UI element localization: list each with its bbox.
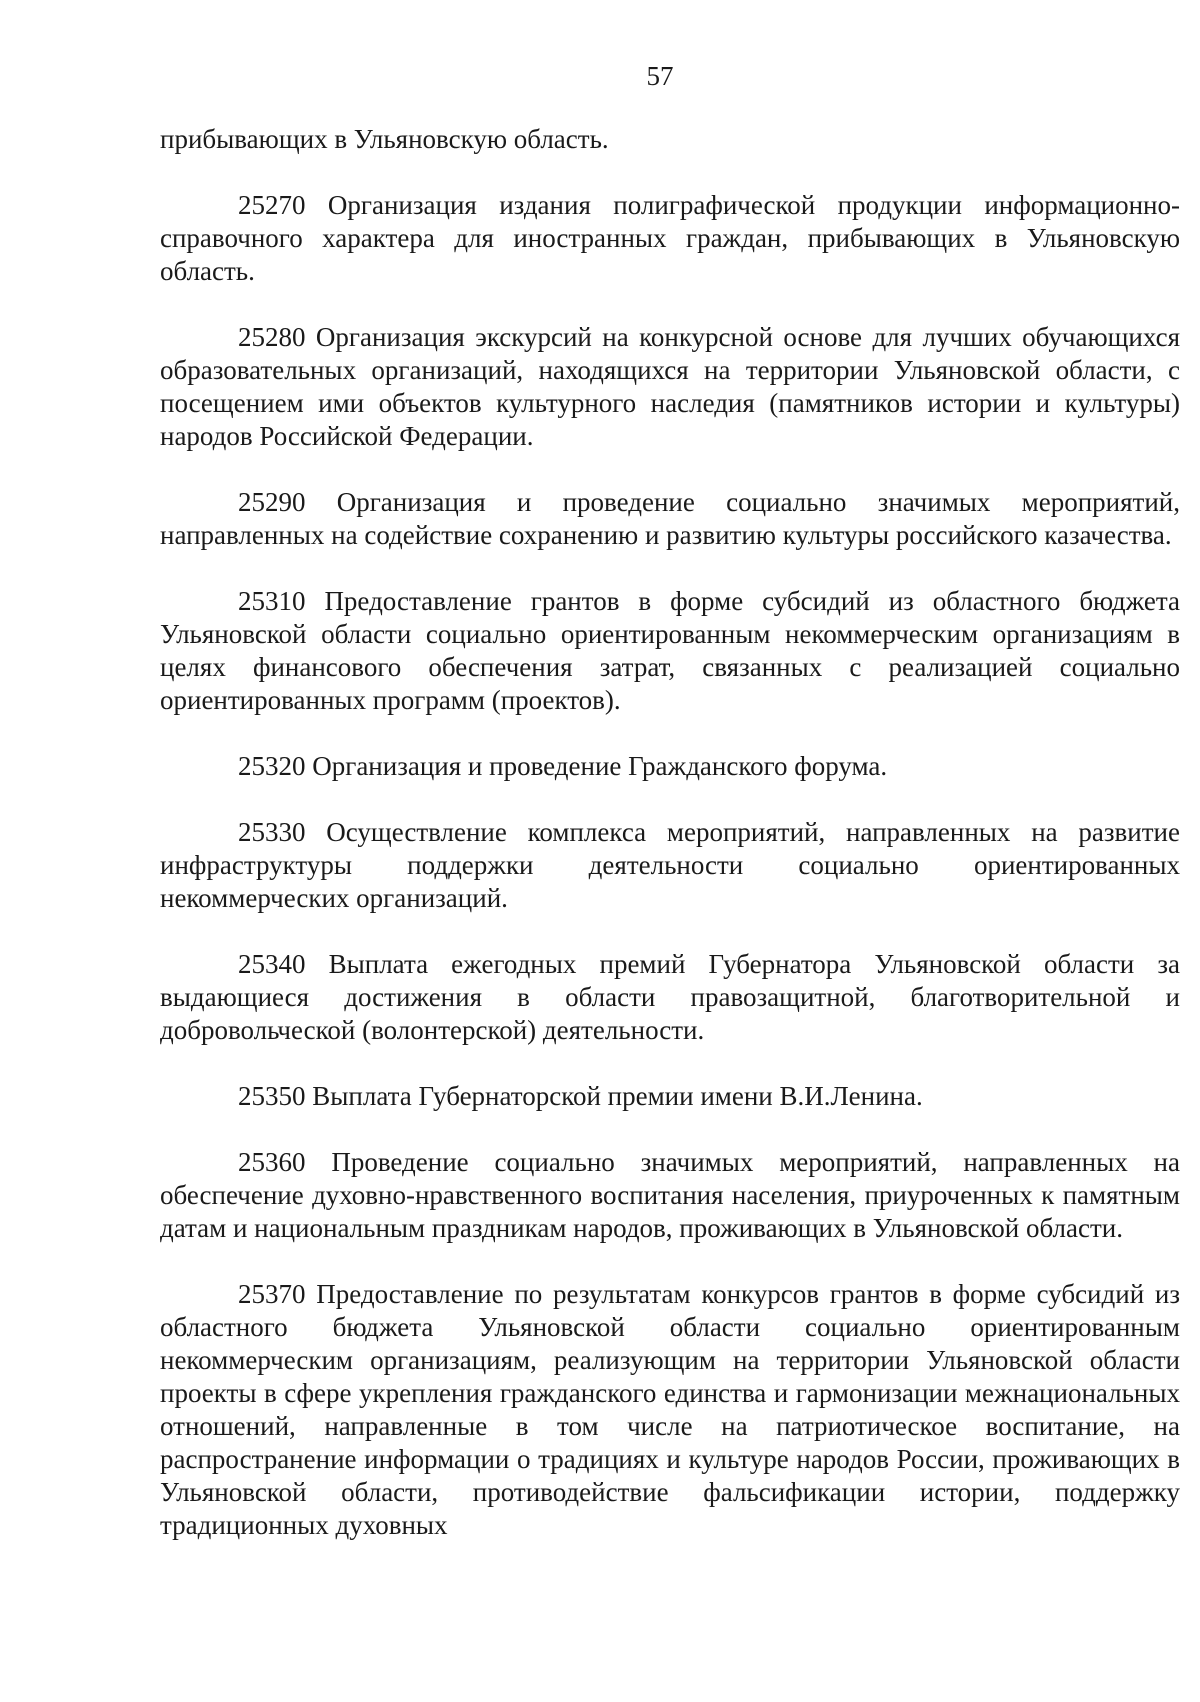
paragraph-25360: 25360 Проведение социально значимых мероприятий, направленных на обеспечение духовно-нравственного воспитания населения, приуроченных к памятным датам и национальным праздникам народов, проживающих в Ульяновской области. bbox=[160, 1147, 1180, 1243]
paragraph-25290: 25290 Организация и проведение социально значимых мероприятий, направленных на содействие сохранению и развитию культуры российского казачества. bbox=[160, 487, 1180, 550]
page-number: 57 bbox=[646, 61, 674, 91]
paragraph-25320: 25320 Организация и проведение Гражданского форума. bbox=[238, 751, 888, 781]
paragraph-continuation: прибывающих в Ульяновскую область. bbox=[160, 124, 609, 154]
paragraph-25310: 25310 Предоставление грантов в форме субсидий из областного бюджета Ульяновской области социально ориентированным некоммерческим организациям в целях финансового обеспечения затрат, связанных с реализацией социально ориентированных программ (проектов). bbox=[160, 586, 1180, 715]
paragraph-25270: 25270 Организация издания полиграфической продукции информационно-справочного характера для иностранных граждан, прибывающих в Ульяновскую область. bbox=[160, 190, 1180, 286]
document-body bbox=[160, 123, 1180, 1575]
paragraph-25350: 25350 Выплата Губернаторской премии имени В.И.Ленина. bbox=[238, 1081, 923, 1111]
paragraph-25340: 25340 Выплата ежегодных премий Губернатора Ульяновской области за выдающиеся достижения в области правозащитной, благотворительной и добровольческой (волонтерской) деятельности. bbox=[160, 949, 1180, 1045]
paragraph-25330: 25330 Осуществление комплекса мероприятий, направленных на развитие инфраструктуры поддержки деятельности социально ориентированных некоммерческих организаций. bbox=[160, 817, 1180, 913]
paragraph-25280: 25280 Организация экскурсий на конкурсной основе для лучших обучающихся образовательных организаций, находящихся на территории Ульяновской области, с посещением ими объектов культурного наследия (памятников истории и культуры) народов Российской Федерации. bbox=[160, 322, 1180, 451]
paragraph-25370: 25370 Предоставление по результатам конкурсов грантов в форме субсидий из областного бюджета Ульяновской области социально ориентированным некоммерческим организациям, реализующим на территории Ульяновской области проекты в сфере укрепления гражданского единства и гармонизации межнациональных отношений, направленные в том числе на патриотическое воспитание, на распространение информации о традициях и культуре народов России, проживающих в Ульяновской области, противодействие фальсификации истории, поддержку традиционных духовных bbox=[160, 1279, 1180, 1540]
